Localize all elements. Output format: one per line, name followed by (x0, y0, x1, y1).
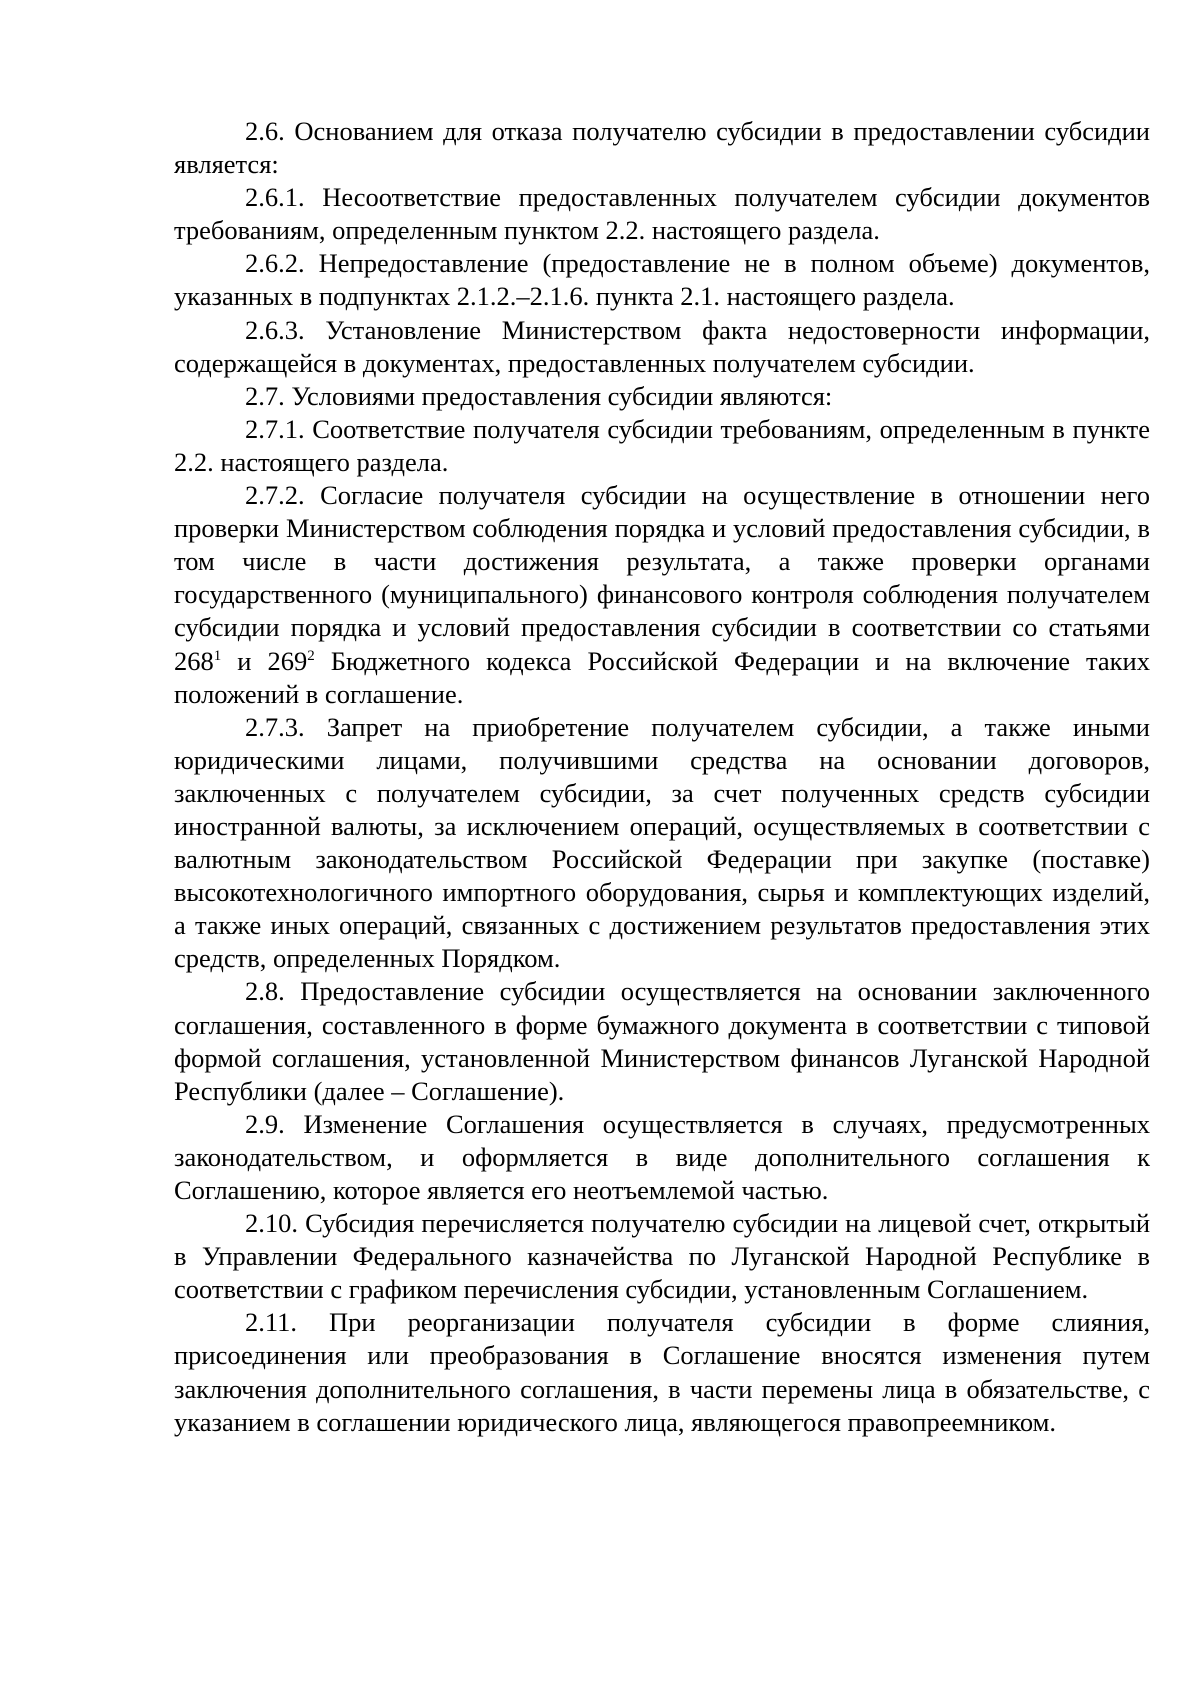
paragraph-number: 2.7. (245, 380, 285, 411)
paragraph-number: 2.6.2. (245, 248, 305, 279)
paragraph-text-part: и 269 (221, 645, 308, 676)
superscript-article-number: 2 (307, 647, 315, 664)
paragraph-text: Предоставление субсидии осуществляется на основании заключенного соглашения, составленного в форме бумажного документа в соответствии с типовой формой соглашения, установленной Министерством финансов Луганской Народной Республики (далее – Соглашение). (174, 976, 1151, 1106)
paragraph-2-7 (174, 380, 1150, 413)
paragraph-text-part: Бюджетного кодекса Российской Федерации и на включение таких положений в соглашение. (174, 645, 1150, 709)
paragraph-text: Основанием для отказа получателю субсидии в предоставлении субсидии является: (174, 116, 1150, 180)
paragraph-2-7-1 (174, 413, 1150, 479)
paragraph-2-11 (174, 1306, 1150, 1438)
paragraph-number: 2.7.2. (245, 480, 305, 511)
paragraph-number: 2.7.1. (245, 413, 305, 444)
paragraph-2-9 (174, 1108, 1150, 1207)
paragraph-number: 2.9. (245, 1108, 285, 1139)
paragraph-number: 2.10. (245, 1208, 298, 1239)
paragraph-text: Запрет на приобретение получателем субсидии, а также иными юридическими лицами, получившими средства на основании договоров, заключенных с получателем субсидии, за счет полученных средств субсидии иностранной валюты, за исключением операций, осуществляемых в соответствии с валютным законодательством Российской Федерации при закупке (поставке) высокотехнологичного импортного оборудования, сырья и комплектующих изделий, а также иных операций, связанных с достижением результатов предоставления этих средств, определенных Порядком. (174, 711, 1150, 974)
paragraph-text: Условиями предоставления субсидии являются: (291, 380, 833, 411)
paragraph-number: 2.6.3. (245, 314, 305, 345)
paragraph-number: 2.7.3. (245, 711, 305, 742)
paragraph-text: При реорганизации получателя субсидии в форме слияния, присоединения или преобразования в Соглашение вносятся изменения путем заключения дополнительного соглашения, в части перемены лица в обязательстве, с указанием в соглашении юридического лица, являющегося правопреемником. (174, 1307, 1151, 1437)
paragraph-text: Непредоставление (предоставление не в полном объеме) документов, указанных в подпунктах 2.1.2.–2.1.6. пункта 2.1. настоящего раздела. (174, 248, 1151, 312)
paragraph-number: 2.8. (245, 976, 285, 1007)
paragraph-text: Соответствие получателя субсидии требованиям, определенным в пункте 2.2. настоящего раздела. (174, 413, 1151, 477)
paragraph-2-6-3 (174, 314, 1150, 380)
paragraph-number: 2.6. (245, 116, 285, 146)
superscript-article-number: 1 (213, 647, 222, 664)
document-page (174, 115, 1150, 1439)
paragraph-text: Несоответствие предоставленных получателем субсидии документов требованиям, определенным пунктом 2.2. настоящего раздела. (174, 182, 1151, 246)
paragraph-2-6-1 (174, 181, 1150, 247)
paragraph-2-10 (174, 1207, 1150, 1306)
paragraph-number: 2.11. (245, 1307, 298, 1338)
paragraph-2-6 (174, 115, 1150, 181)
paragraph-text-part: Согласие получателя субсидии на осуществление в отношении него проверки Министерством соблюдения порядка и условий предоставления субсидии, в том числе в части достижения результата, а также проверки органами государственного (муниципального) финансового контроля соблюдения получателем субсидии порядка и условий предоставления субсидии в соответствии со статьями 268 (174, 480, 1151, 676)
paragraph-text: Изменение Соглашения осуществляется в случаях, предусмотренных законодательством, и оформляется в виде дополнительного соглашения к Соглашению, которое является его неотъемлемой частью. (174, 1108, 1151, 1205)
paragraph-number: 2.6.1. (245, 182, 305, 213)
paragraph-2-7-2 (174, 479, 1150, 711)
paragraph-2-8 (174, 975, 1150, 1107)
paragraph-2-6-2 (174, 247, 1150, 313)
paragraph-text: Установление Министерством факта недостоверности информации, содержащейся в документах, предоставленных получателем субсидии. (174, 314, 1150, 378)
paragraph-text: Субсидия перечисляется получателю субсидии на лицевой счет, открытый в Управлении Федерального казначейства по Луганской Народной Республике в соответствии с графиком перечисления субсидии, установленным Соглашением. (174, 1208, 1150, 1305)
paragraph-2-7-3 (174, 711, 1150, 976)
